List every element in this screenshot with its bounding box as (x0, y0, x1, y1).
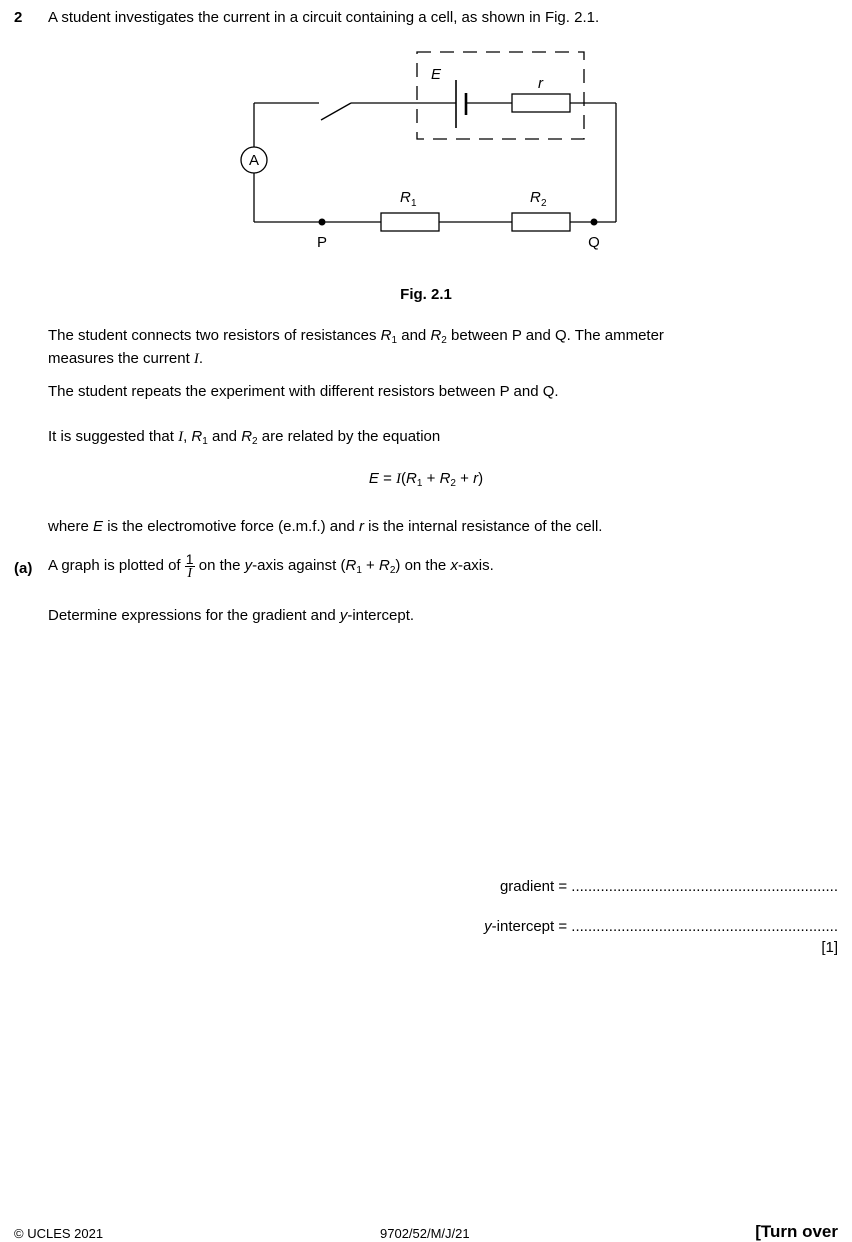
point-q-dot-icon (591, 219, 598, 226)
text: Determine expressions for the gradient and (48, 607, 340, 624)
sub-2: 2 (441, 335, 447, 346)
sub-2: 2 (252, 436, 258, 447)
label-r2: R (530, 189, 541, 206)
fraction-numerator: 1 (185, 550, 194, 567)
sub-1: 1 (356, 565, 362, 576)
text: ) on the (395, 557, 451, 574)
sub-2: 2 (450, 478, 456, 489)
gradient-answer-line[interactable] (500, 878, 838, 895)
text: -axis. (457, 557, 494, 574)
sub-1: 1 (391, 335, 398, 346)
internal-resistor-icon (512, 94, 570, 112)
var-y: y (244, 557, 253, 574)
intercept-answer-line[interactable] (484, 918, 838, 935)
label-internal-resistance: r (538, 75, 543, 92)
label-r2-subscript: 2 (541, 198, 547, 209)
sub-1: 1 (416, 478, 423, 489)
paragraph-suggested (48, 428, 838, 451)
cell-boundary-dashed-box (417, 52, 584, 139)
footer-copyright: © UCLES 2021 (14, 1226, 104, 1241)
resistor-r1-icon (381, 213, 439, 231)
paren-open: ( (401, 470, 407, 487)
switch-icon (321, 103, 351, 120)
text: measures the current (48, 350, 194, 367)
intercept-dots[interactable]: ................................................................ (571, 918, 838, 935)
intercept-y: y (484, 918, 492, 935)
intercept-label: -intercept = (491, 918, 572, 935)
equation (0, 470, 852, 489)
var-y: y (339, 607, 348, 624)
text: is the internal resistance of the cell. (363, 518, 603, 535)
sub-1: 1 (202, 436, 208, 447)
text: between P and Q. The ammeter (446, 327, 664, 344)
point-p-dot-icon (319, 219, 326, 226)
text: is the electromotive force (e.m.f.) and (103, 518, 359, 535)
var-e: E (368, 470, 379, 487)
var-r: R (379, 557, 390, 574)
label-r1: R (400, 189, 411, 206)
var-i: I (178, 429, 184, 445)
footer-paper-code: 9702/52/M/J/21 (380, 1226, 470, 1241)
text: -intercept. (347, 607, 415, 624)
var-i: I (396, 471, 402, 487)
figure-caption: Fig. 2.1 (400, 286, 452, 303)
text: -axis against ( (252, 557, 346, 574)
part-a-instruction (48, 607, 838, 625)
marks-label: [1] (821, 939, 838, 956)
var-r: R (406, 470, 417, 487)
text: are related by the equation (257, 428, 441, 445)
text: and (207, 428, 242, 445)
text: It is suggested that (48, 428, 179, 445)
text: where (48, 518, 94, 535)
plus: + (422, 470, 440, 487)
plus: + (455, 470, 474, 487)
sub-2: 2 (389, 565, 396, 576)
var-r: R (439, 470, 451, 487)
plus: + (361, 557, 379, 574)
gradient-label: gradient = (499, 878, 572, 895)
text: , (183, 428, 192, 445)
label-r1-subscript: 1 (411, 198, 417, 209)
text: and (397, 327, 431, 344)
var-r: R (345, 557, 357, 574)
part-a-question (48, 551, 494, 586)
paragraph-repeat: The student repeats the experiment with different resistors between P and Q. (48, 383, 559, 400)
text: The student connects two resistors of resistances (48, 327, 381, 344)
text: . (198, 350, 204, 367)
var-x: x (450, 557, 458, 574)
var-e: E (93, 518, 104, 535)
label-emf: E (431, 66, 442, 83)
fraction-denominator: I (187, 565, 192, 581)
question-intro: A student investigates the current in a circuit containing a cell, as shown in Fig. 2.1. (48, 9, 600, 26)
eq-sign: = (378, 470, 397, 487)
var-i: I (193, 351, 199, 367)
label-ammeter: A (248, 152, 260, 169)
label-point-q: Q (588, 234, 600, 251)
paragraph-where (48, 518, 838, 536)
footer-turn-over: [Turn over (755, 1222, 838, 1241)
var-r: r (358, 518, 364, 535)
resistor-r2-icon (512, 213, 570, 231)
circuit-diagram (0, 0, 852, 280)
var-r: R (430, 327, 442, 344)
var-r: R (241, 428, 253, 445)
var-r: R (380, 327, 392, 344)
text: on the (194, 557, 245, 574)
label-point-p: P (316, 234, 328, 251)
part-a-label: (a) (14, 560, 33, 577)
paragraph-resistors (48, 327, 838, 368)
paren-close: ) (478, 470, 484, 487)
text: A graph is plotted of (48, 557, 185, 574)
gradient-dots[interactable]: ................................................................ (571, 878, 838, 895)
var-r-internal: r (473, 470, 479, 487)
question-number: 2 (14, 9, 23, 26)
var-r: R (191, 428, 203, 445)
fraction-one-over-i (185, 550, 195, 581)
